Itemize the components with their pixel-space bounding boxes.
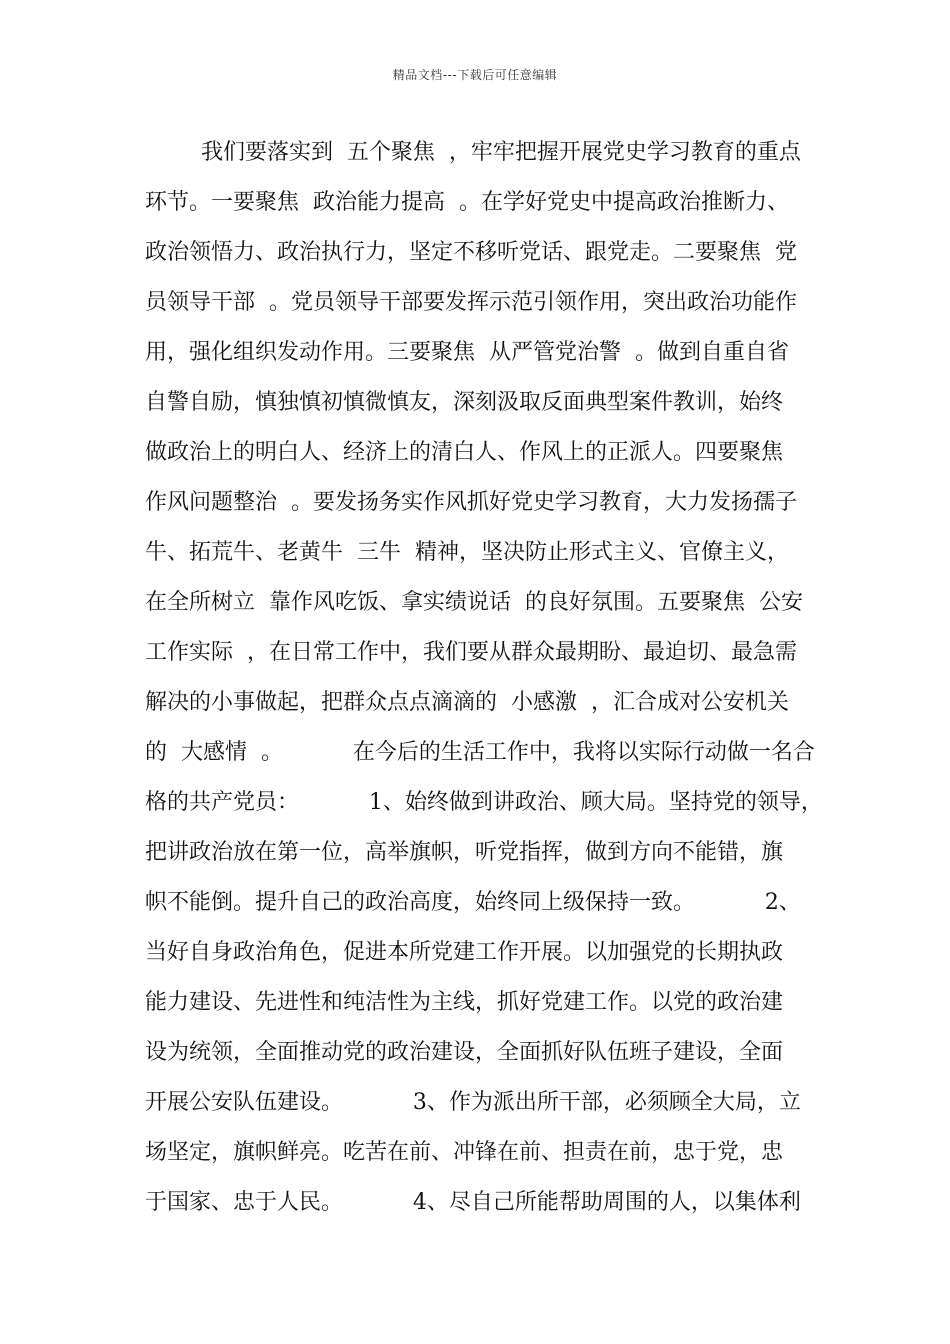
text-line: 用，强化组织发动作用。三要聚焦 从严管党治警 。做到自重自省 <box>145 340 789 365</box>
text-line: 能力建设、先进性和纯洁性为主线，抓好党建工作。以党的政治建 <box>145 990 784 1015</box>
text-line: 解决的小事做起，把群众点点滴滴的 小感激 ，汇合成对公安机关 <box>145 690 789 715</box>
text-line: 的 大感情 。 在今后的生活工作中，我将以实际行动做一名合 <box>145 740 815 765</box>
text-line: 于国家、忠于人民。 4、尽自己所能帮助周围的人，以集体利 <box>145 1190 801 1215</box>
page-header: 精品文档---下载后可任意编辑 <box>392 68 558 82</box>
text-line: 我们要落实到 五个聚焦 ，牢牢把握开展党史学习教育的重点 <box>145 140 801 165</box>
text-line: 政治领悟力、政治执行力，坚定不移听党话、跟党走。二要聚焦 党 <box>145 240 797 265</box>
text-line: 把讲政治放在第一位，高举旗帜，听党指挥，做到方向不能错，旗 <box>145 840 784 865</box>
text-line: 环节。一要聚焦 政治能力提高 。在学好党史中提高政治推断力、 <box>145 190 789 215</box>
text-line: 在全所树立 靠作风吃饭、拿实绩说话 的良好氛围。五要聚焦 公安 <box>145 590 803 615</box>
text-line: 自警自励，慎独慎初慎微慎友，深刻汲取反面典型案件教训，始终 <box>145 390 784 415</box>
text-line: 格的共产党员： 1、始终做到讲政治、顾大局。坚持党的领导， <box>145 790 823 815</box>
text-line: 做政治上的明白人、经济上的清白人、作风上的正派人。四要聚焦 <box>145 440 784 465</box>
text-line: 牛、拓荒牛、老黄牛 三牛 精神，坚决防止形式主义、官僚主义， <box>145 540 789 565</box>
text-line: 员领导干部 。党员领导干部要发挥示范引领作用，突出政治功能作 <box>145 290 797 315</box>
text-line: 设为统领，全面推动党的政治建设，全面抓好队伍班子建设，全面 <box>145 1040 784 1065</box>
text-line: 开展公安队伍建设。 3、作为派出所干部，必须顾全大局，立 <box>145 1090 801 1115</box>
text-line: 场坚定，旗帜鲜亮。吃苦在前、冲锋在前、担责在前，忠于党，忠 <box>145 1140 784 1165</box>
text-line: 工作实际 ，在日常工作中，我们要从群众最期盼、最迫切、最急需 <box>145 640 797 665</box>
text-line: 当好自身政治角色，促进本所党建工作开展。以加强党的长期执政 <box>145 940 784 965</box>
text-line: 帜不能倒。提升自己的政治高度，始终同上级保持一致。 2、 <box>145 890 801 915</box>
body-paragraph <box>145 131 825 1231</box>
text-line: 作风问题整治 。要发扬务实作风抓好党史学习教育，大力发扬孺子 <box>145 490 797 515</box>
